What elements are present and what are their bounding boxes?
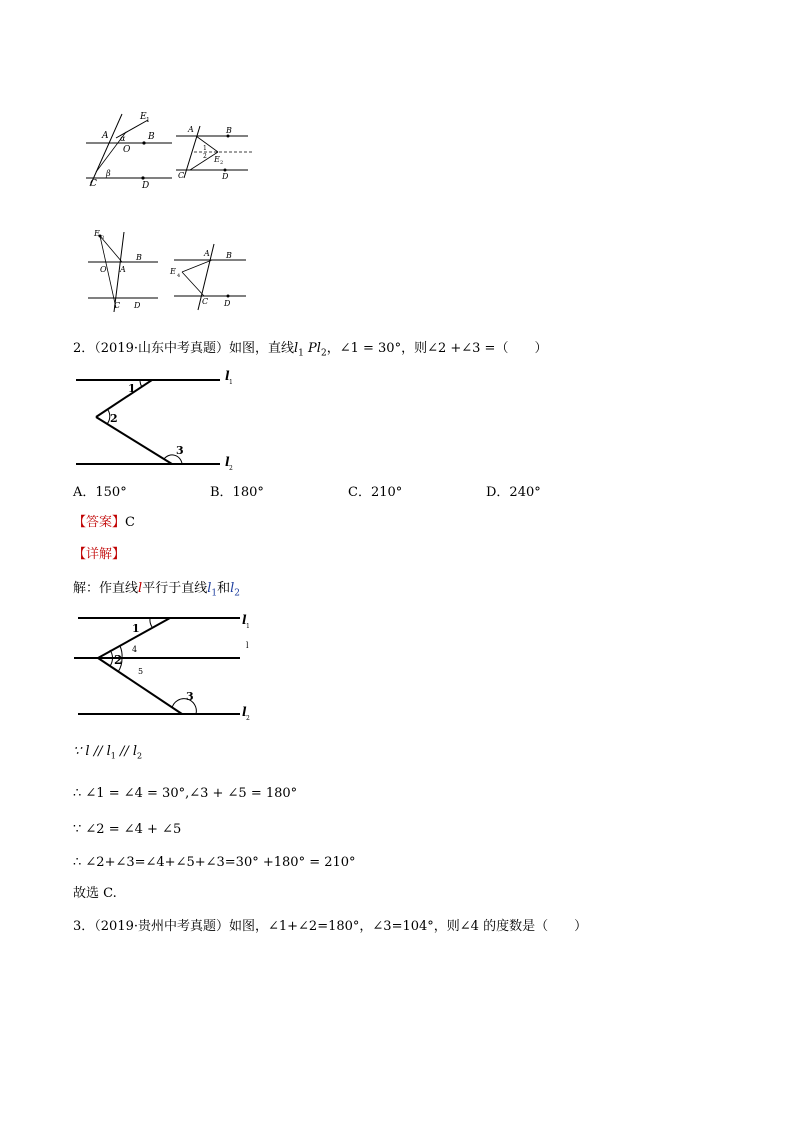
svg-text:2: 2	[220, 160, 224, 166]
svg-text:l: l	[242, 613, 247, 627]
svg-text:4: 4	[177, 273, 181, 279]
svg-text:E: E	[94, 229, 100, 238]
svg-text:l: l	[225, 370, 230, 383]
svg-text:O: O	[123, 145, 131, 155]
svg-text:E: E	[214, 155, 220, 164]
detail-label: 【详解】	[73, 547, 126, 562]
svg-text:C: C	[202, 297, 209, 306]
svg-text:E: E	[170, 267, 176, 276]
answer-label: 【答案】	[73, 515, 126, 530]
answer-line	[73, 514, 135, 532]
svg-text:l: l	[242, 705, 247, 719]
svg-text:2: 2	[246, 715, 250, 722]
option-a: A．150°	[73, 485, 127, 500]
svg-text:D: D	[142, 181, 150, 190]
svg-text:C: C	[178, 171, 185, 180]
svg-text:B: B	[226, 126, 232, 135]
figure-2	[170, 120, 255, 190]
question-2-stem: 2．（2019·山东中考真题）如图，直线$l_1$ $Pl_2$，∠1 = 30°，则∠2 +∠3 =（ ）	[73, 341, 548, 359]
svg-text:l: l	[246, 641, 249, 650]
solution-step-1: ∵ l // $l_1 // l_2$	[73, 744, 143, 761]
figure-1	[80, 108, 180, 190]
svg-text:A: A	[120, 265, 126, 274]
svg-text:A: A	[204, 249, 210, 258]
svg-text:A: A	[102, 131, 109, 141]
solution-step-4: ∴ ∠2+∠3=∠4+∠5+∠3=30° +180° = 210°	[73, 855, 356, 870]
svg-text:2: 2	[229, 465, 233, 472]
solution-conclusion: 故选 C.	[73, 886, 117, 901]
svg-text:2: 2	[203, 153, 207, 160]
question-3-stem: 3．（2019·贵州中考真题）如图，∠1+∠2=180°，∠3=104°，则∠4 的度数是（ ）	[73, 919, 588, 934]
svg-text:E: E	[140, 112, 147, 122]
svg-text:l: l	[225, 455, 230, 469]
question-2-figure	[70, 370, 245, 475]
svg-text:2: 2	[114, 653, 123, 667]
option-d: D．240°	[486, 485, 541, 500]
option-c: C．210°	[348, 485, 403, 500]
svg-text:D: D	[134, 301, 141, 310]
solution-intro: 解：作直线l平行于直线$l_1$和$l_2$	[73, 581, 241, 599]
svg-text:5: 5	[138, 667, 144, 676]
svg-text:B: B	[148, 132, 155, 142]
solution-figure	[70, 610, 270, 725]
svg-text:D: D	[224, 299, 231, 308]
svg-text:α: α	[120, 134, 126, 143]
svg-text:C: C	[90, 179, 97, 189]
svg-text:B: B	[136, 253, 142, 262]
svg-text:4: 4	[132, 645, 138, 654]
svg-text:D: D	[222, 172, 229, 181]
option-b: B．180°	[210, 485, 264, 500]
svg-text:3: 3	[186, 690, 194, 703]
svg-text:β: β	[106, 169, 111, 178]
answer-value: C	[125, 515, 135, 530]
svg-text:3: 3	[101, 235, 105, 241]
svg-text:B: B	[226, 251, 232, 260]
svg-text:1: 1	[128, 382, 136, 395]
svg-text:2: 2	[110, 412, 118, 425]
solution-step-3: ∵ ∠2 = ∠4 + ∠5	[73, 822, 182, 837]
svg-text:C: C	[114, 301, 121, 310]
figure-3	[84, 222, 164, 314]
svg-text:3: 3	[176, 444, 184, 457]
svg-text:1: 1	[203, 145, 207, 152]
svg-text:1: 1	[229, 379, 233, 386]
svg-text:A: A	[188, 125, 194, 134]
svg-text:1: 1	[146, 117, 150, 124]
svg-text:1: 1	[132, 622, 140, 635]
svg-text:1: 1	[246, 623, 250, 630]
svg-text:O: O	[100, 265, 107, 274]
solution-step-2: ∴ ∠1 = ∠4 = 30°,∠3 + ∠5 = 180°	[73, 786, 298, 801]
figure-4	[168, 240, 253, 314]
